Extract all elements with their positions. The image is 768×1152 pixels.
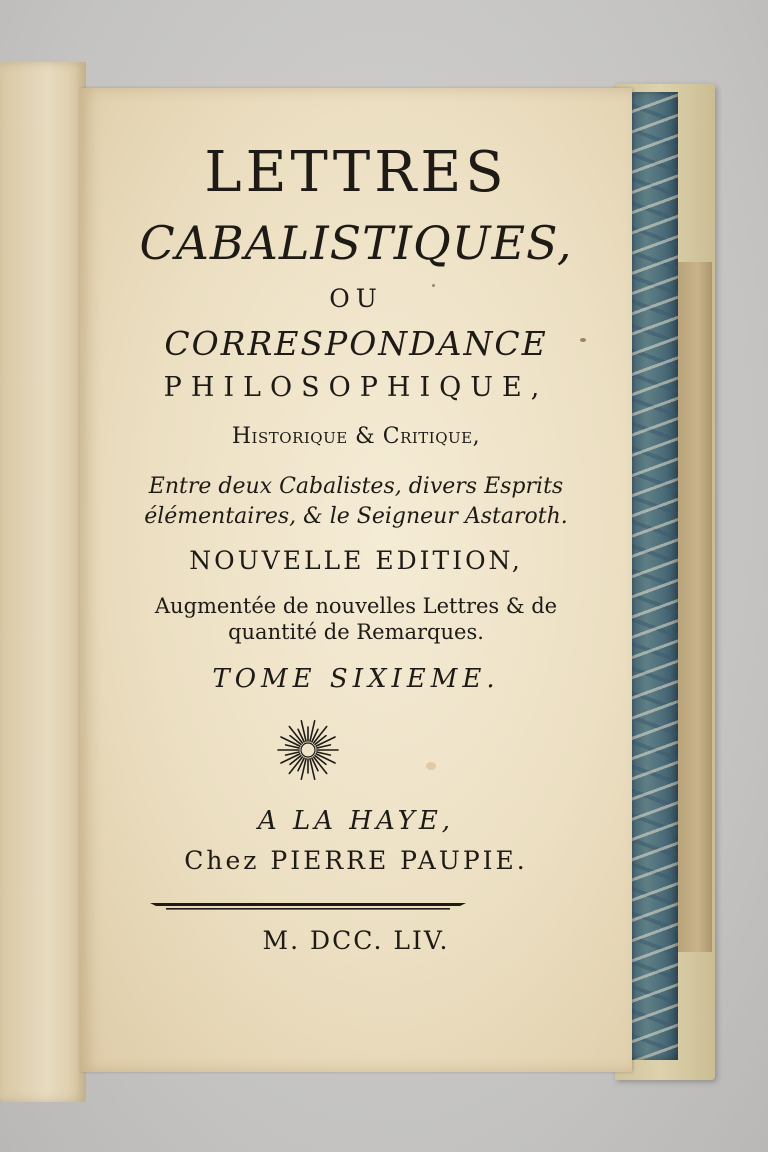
- imprint-publisher: Chez PIERRE PAUPIE.: [184, 846, 528, 875]
- title-page: [80, 88, 632, 1072]
- conjunction-line: OU: [329, 284, 383, 313]
- historique-line: Historique & Critique,: [231, 424, 481, 449]
- augmentee-line-2: quantité de Remarques.: [228, 620, 484, 644]
- imprint-place: A LA HAYE,: [257, 806, 455, 836]
- entre-line: Entre deux Cabalistes, divers Esprits: [148, 474, 564, 499]
- marbled-page-edges: [626, 92, 678, 1060]
- sunburst-fleuron-icon: [276, 718, 340, 782]
- foxing-spot: [426, 762, 436, 770]
- double-rule-divider: [148, 900, 468, 912]
- left-page-edge: [0, 62, 86, 1102]
- edition-line: NOUVELLE EDITION,: [189, 546, 523, 575]
- book-title: LETTRES: [204, 140, 508, 205]
- correspondance-line: CORRESPONDANCE: [164, 324, 548, 363]
- volume-line: TOME SIXIEME.: [212, 664, 500, 694]
- augmentee-line-1: Augmentée de nouvelles Lettres & de: [154, 594, 558, 618]
- book-subtitle: CABALISTIQUES,: [139, 216, 573, 270]
- cover-leather-strip: [678, 262, 712, 952]
- elementaires-line: élémentaires, & le Seigneur Astaroth.: [144, 504, 568, 529]
- philosophique-line: PHILOSOPHIQUE,: [163, 372, 549, 403]
- imprint-date: M. DCC. LIV.: [262, 926, 450, 955]
